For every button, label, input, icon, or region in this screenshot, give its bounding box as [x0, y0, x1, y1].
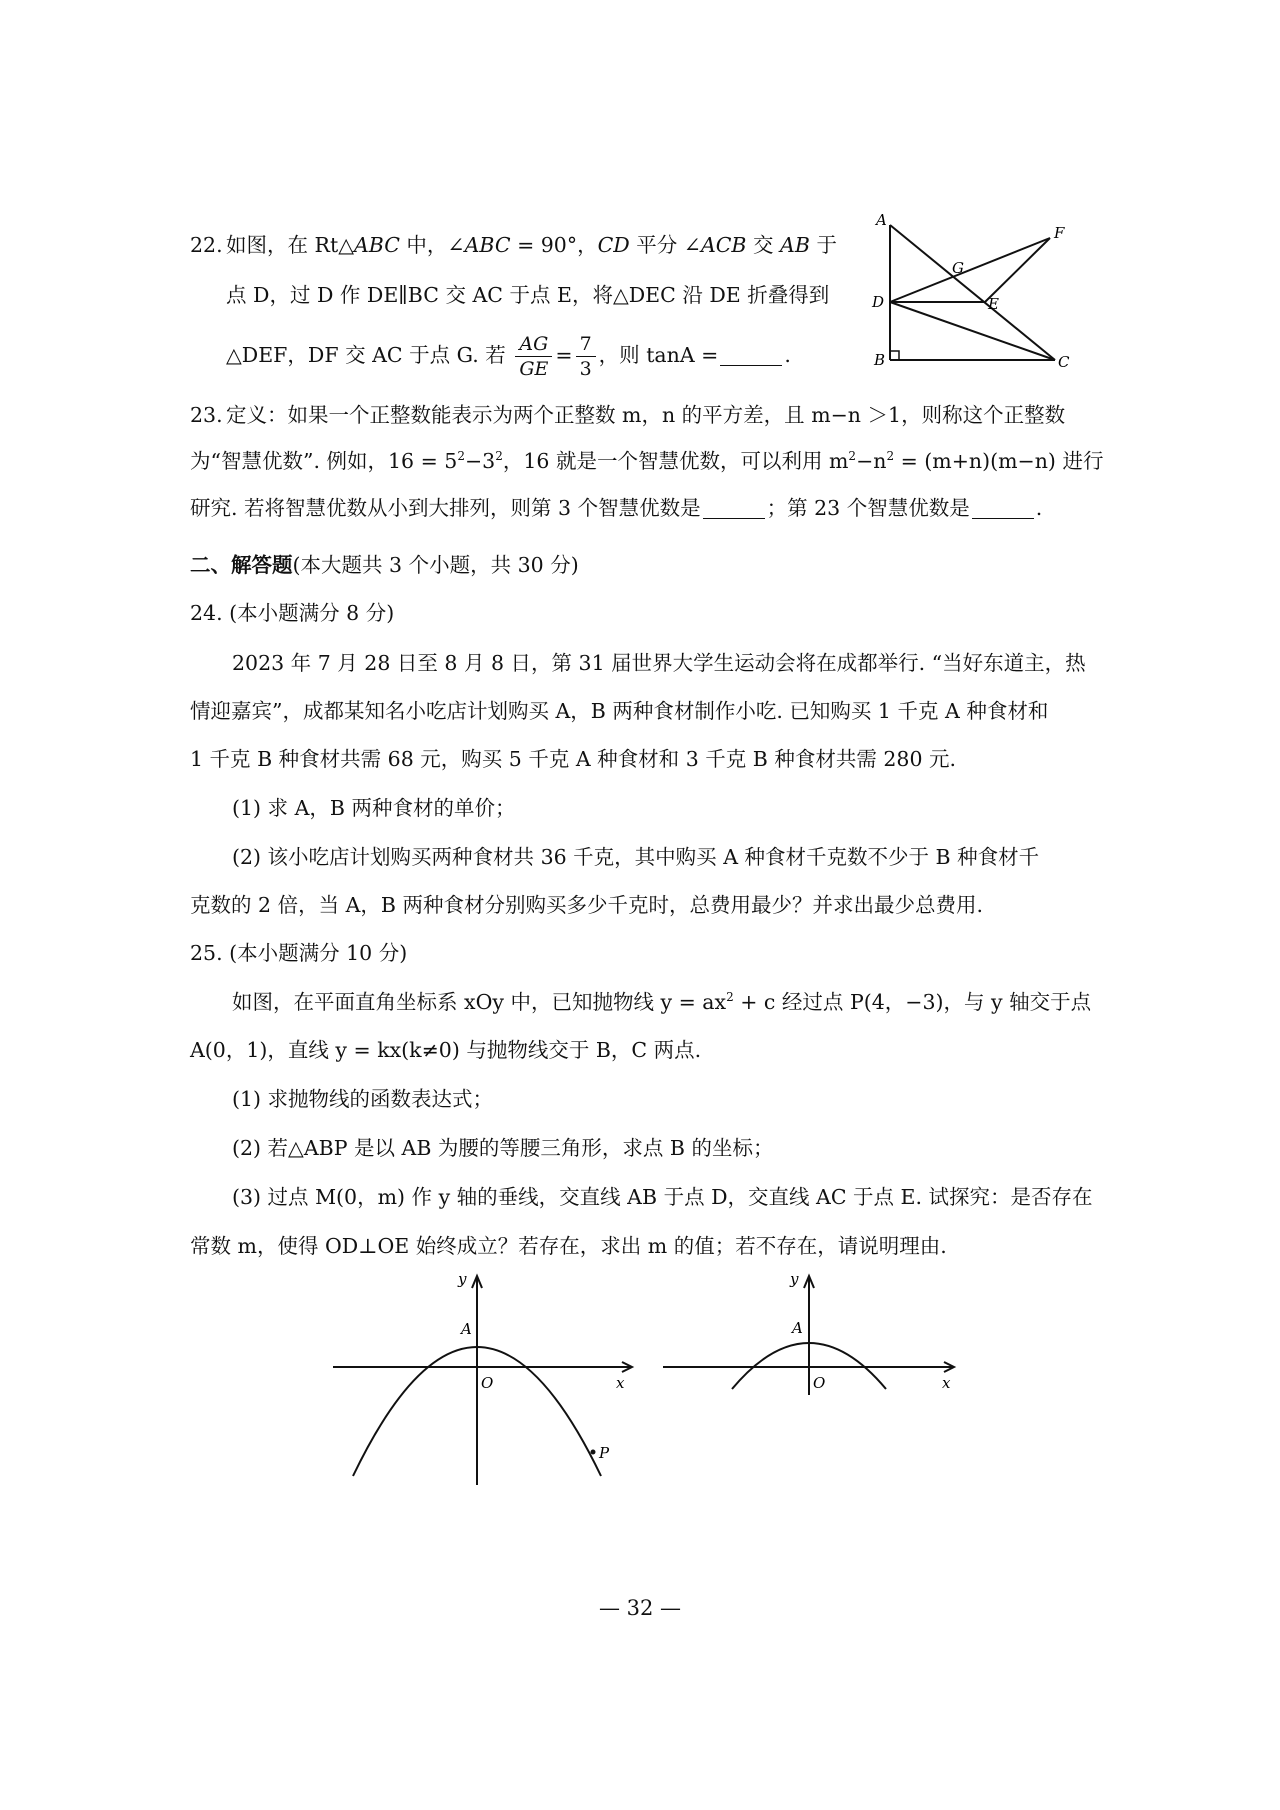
- q24-paragraph-line2: 情迎嘉宾”，成都某知名小吃店计划购买 A，B 两种食材制作小吃. 已知购买 1 千克 A 种食材和: [190, 699, 1049, 723]
- superscript: 2: [886, 449, 895, 463]
- q22-var: AB: [780, 233, 810, 257]
- fraction-denominator: GE: [519, 358, 549, 380]
- q23-line3: [190, 493, 1042, 523]
- label-g: G: [952, 259, 964, 277]
- q23-text: .: [1035, 496, 1043, 520]
- q23-number: 23.: [190, 403, 223, 427]
- answer-blank: [720, 365, 782, 366]
- q23-text: ；第 23 个智慧优数是: [766, 496, 970, 520]
- q25-subquestion-3: (3) 过点 M(0，m) 作 y 轴的垂线，交直线 AB 于点 D，交直线 AC 于点 E. 试探究：是否存在: [232, 1185, 1093, 1209]
- q22-text: 于: [809, 233, 837, 257]
- q24-subquestion-1: (1) 求 A，B 两种食材的单价；: [232, 796, 516, 820]
- label-c: C: [1058, 353, 1070, 371]
- right-angle-mark: [890, 351, 899, 360]
- q23-line2: [190, 446, 1103, 476]
- q22-text: 平分 ∠: [629, 233, 701, 257]
- q24-paragraph-line1: 2023 年 7 月 28 日至 8 月 8 日，第 31 届世界大学生运动会将在成都举行. “当好东道主，热: [232, 651, 1086, 675]
- label-e: E: [988, 295, 999, 313]
- q22-fraction-ag-ge: [515, 332, 552, 381]
- q22-text: 中，∠: [399, 233, 465, 257]
- q25-paragraph-line1: [232, 987, 1091, 1017]
- q22-text: 如图，在 Rt△: [226, 233, 354, 257]
- q23-text: 定义：如果一个正整数能表示为两个正整数 m，n 的平方差，且 m−n ＞1，则称这个正整数: [226, 403, 1066, 427]
- q22-text: .: [784, 343, 791, 367]
- equals-sign: =: [555, 343, 573, 367]
- q25-subquestion-1: (1) 求抛物线的函数表达式；: [232, 1087, 494, 1111]
- fraction-numerator: AG: [515, 332, 552, 357]
- q25-paragraph-line2: A(0，1)，直线 y = kx(k≠0) 与抛物线交于 B，C 两点.: [190, 1038, 702, 1062]
- label-a: A: [876, 211, 887, 229]
- q23-line1: [190, 400, 1065, 430]
- y-axis-label: y: [458, 1270, 467, 1288]
- segment-df: [890, 238, 1050, 302]
- q22-text: ，则 tanA =: [598, 343, 719, 367]
- q22-geometry-figure: [870, 205, 1090, 375]
- page-number: — 32 —: [598, 1596, 682, 1620]
- segment-dc: [890, 302, 1055, 360]
- q23-text: ，16 就是一个智慧优数，可以利用 m: [502, 449, 849, 473]
- q25-subquestion-2: (2) 若△ABP 是以 AB 为腰的等腰三角形，求点 B 的坐标；: [232, 1136, 774, 1160]
- q23-text: −n: [856, 449, 887, 473]
- answer-blank: [703, 518, 765, 519]
- label-a: A: [461, 1320, 472, 1338]
- x-axis-label: x: [616, 1374, 625, 1392]
- label-o: O: [481, 1374, 494, 1392]
- label-a: A: [792, 1319, 803, 1337]
- q25-text: + c 经过点 P(4，−3)，与 y 轴交于点: [733, 990, 1092, 1014]
- q22-text: 交: [746, 233, 781, 257]
- q22-text: △DEF，DF 交 AC 于点 G. 若: [226, 343, 506, 367]
- q25-text: 如图，在平面直角坐标系 xOy 中，已知抛物线 y = ax: [232, 990, 727, 1014]
- q23-text: 研究. 若将智慧优数从小到大排列，则第 3 个智慧优数是: [190, 496, 701, 520]
- section-heading: [190, 550, 579, 580]
- segment-ef: [985, 238, 1050, 302]
- section-note: (本大题共 3 个小题，共 30 分): [292, 553, 579, 577]
- q25-header: 25. (本小题满分 10 分): [190, 941, 408, 965]
- q24-subquestion-2-cont: 克数的 2 倍，当 A，B 两种食材分别购买多少千克时，总费用最少？并求出最少总费用.: [190, 893, 983, 917]
- superscript: 2: [457, 449, 465, 463]
- q23-text: −3: [464, 449, 496, 473]
- q25-graph-2: [655, 1270, 965, 1400]
- label-p: P: [599, 1444, 610, 1462]
- q22-line1: [190, 230, 837, 260]
- label-o: O: [813, 1374, 826, 1392]
- q24-paragraph-line3: 1 千克 B 种食材共需 68 元，购买 5 千克 A 种食材和 3 千克 B 种食材共需 280 元.: [190, 747, 957, 771]
- point-p: [591, 1450, 596, 1455]
- superscript: 2: [726, 990, 734, 1004]
- y-axis-label: y: [790, 1270, 799, 1288]
- q23-text: = (m+n)(m−n) 进行: [894, 449, 1104, 473]
- superscript: 2: [495, 449, 503, 463]
- q25-subquestion-3-cont: 常数 m，使得 OD⊥OE 始终成立？若存在，求出 m 的值；若不存在，请说明理由.: [190, 1234, 947, 1258]
- q22-number: 22.: [190, 233, 223, 257]
- fraction-numerator: 7: [576, 332, 596, 357]
- q23-text: 为“智慧优数”. 例如，16 = 5: [190, 449, 458, 473]
- q22-var: ABC: [464, 233, 511, 257]
- q22-var: ACB: [700, 233, 747, 257]
- q22-var: ABC: [353, 233, 400, 257]
- q22-var: CD: [597, 233, 630, 257]
- q22-text: = 90°，: [510, 233, 598, 257]
- label-d: D: [872, 293, 885, 311]
- q24-subquestion-2: (2) 该小吃店计划购买两种食材共 36 千克，其中购买 A 种食材千克数不少于 B 种食材千: [232, 845, 1040, 869]
- x-axis-label: x: [942, 1374, 951, 1392]
- label-f: F: [1054, 224, 1065, 242]
- section-title: 二、解答题: [190, 553, 293, 577]
- q24-header: 24. (本小题满分 8 分): [190, 601, 395, 625]
- label-b: B: [874, 351, 886, 369]
- superscript: 2: [848, 449, 857, 463]
- q22-line2: 点 D，过 D 作 DE∥BC 交 AC 于点 E，将△DEC 沿 DE 折叠得到: [226, 283, 830, 307]
- answer-blank: [972, 518, 1034, 519]
- q22-fraction-7-3: [576, 332, 596, 381]
- fraction-denominator: 3: [579, 358, 592, 380]
- q25-graph-1: [325, 1270, 645, 1495]
- q22-line3: [226, 330, 791, 381]
